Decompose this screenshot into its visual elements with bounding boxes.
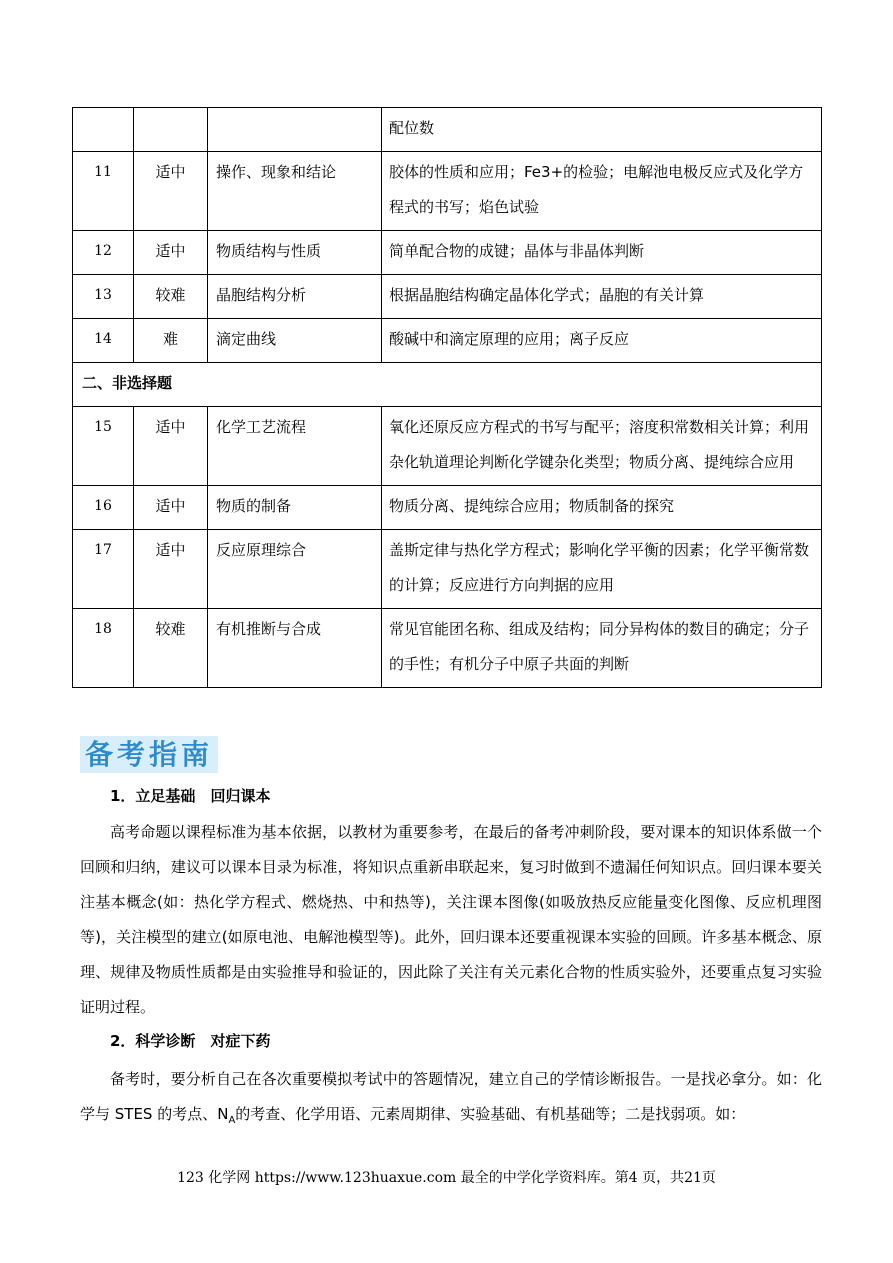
- question-type-cell: 晶胞结构分析: [208, 275, 382, 319]
- question-type-cell: 有机推断与合成: [208, 609, 382, 688]
- table-row: [73, 530, 822, 609]
- table-body: [73, 108, 822, 688]
- knowledge-points-cell: 简单配合物的成键；晶体与非晶体判断: [382, 231, 822, 275]
- difficulty-cell: 适中: [134, 486, 208, 530]
- knowledge-points-cell: 胶体的性质和应用；Fe3+的检验；电解池电极反应式及化学方程式的书写；焰色试验: [382, 152, 822, 231]
- question-type-cell: 操作、现象和结论: [208, 152, 382, 231]
- section-label: 二、非选择题: [73, 363, 822, 407]
- question-number: 15: [73, 407, 134, 486]
- difficulty-cell: 较难: [134, 275, 208, 319]
- difficulty-cell: 适中: [134, 407, 208, 486]
- difficulty-cell: 难: [134, 319, 208, 363]
- table-row: [73, 609, 822, 688]
- knowledge-points-cell: 氧化还原反应方程式的书写与配平；溶度积常数相关计算；利用杂化轨道理论判断化学键杂化类型；物质分离、提纯综合应用: [382, 407, 822, 486]
- table-row: [73, 152, 822, 231]
- table-row: [73, 486, 822, 530]
- table-row: [73, 275, 822, 319]
- guide-banner: 备考指南: [80, 736, 218, 773]
- difficulty-cell: [134, 108, 208, 152]
- difficulty-cell: 适中: [134, 152, 208, 231]
- question-number: 18: [73, 609, 134, 688]
- section2-title: 2．科学诊断 对症下药: [110, 1032, 271, 1050]
- question-number: 11: [73, 152, 134, 231]
- question-number: 13: [73, 275, 134, 319]
- question-type-cell: 物质结构与性质: [208, 231, 382, 275]
- section2-text-a: 备考时，要分析自己在各次重要模拟考试中的答题情况，建立自己的学情诊断报告。一是找必拿分。如：化学与 STES 的考点、N: [80, 1070, 822, 1123]
- difficulty-cell: 适中: [134, 231, 208, 275]
- section1-paragraph: 高考命题以课程标准为基本依据，以教材为重要参考，在最后的备考冲刺阶段，要对课本的知识体系做一个回顾和归纳，建议可以课本目录为标准，将知识点重新串联起来，复习时做到不遗漏任何知识点。回归课本要关注基本概念(如：热化学方程式、燃烧热、中和热等)，关注课本图像(如吸放热反应能量变化图像、反应机理图等)，关注模型的建立(如原电池、电解池模型等)。此外，回归课本还要重视课本实验的回顾。许多基本概念、原理、规律及物质性质都是由实验推导和验证的，因此除了关注有关元素化合物的性质实验外，还要重点复习实验证明过程。: [80, 823, 822, 1016]
- difficulty-cell: 较难: [134, 609, 208, 688]
- knowledge-points-cell: 常见官能团名称、组成及结构；同分异构体的数目的确定；分子的手性；有机分子中原子共面的判断: [382, 609, 822, 688]
- question-number: 16: [73, 486, 134, 530]
- question-number: [73, 108, 134, 152]
- page-footer: 123 化学网 https://www.123huaxue.com 最全的中学化学资料库。第4 页，共21页: [177, 1170, 716, 1186]
- table-row: [73, 407, 822, 486]
- exam-analysis-table: [72, 107, 822, 688]
- question-type-cell: [208, 108, 382, 152]
- knowledge-points-cell: 配位数: [382, 108, 822, 152]
- section2-subscript: A: [228, 1115, 236, 1126]
- knowledge-points-cell: 根据晶胞结构确定晶体化学式；晶胞的有关计算: [382, 275, 822, 319]
- knowledge-points-cell: 酸碱中和滴定原理的应用；离子反应: [382, 319, 822, 363]
- knowledge-points-cell: 物质分离、提纯综合应用；物质制备的探究: [382, 486, 822, 530]
- table-row: [73, 108, 822, 152]
- question-type-cell: 物质的制备: [208, 486, 382, 530]
- section-row: [73, 363, 822, 407]
- section2-text-b: 的考查、化学用语、元素周期律、实验基础、有机基础等；二是找弱项。如：: [235, 1105, 746, 1123]
- table-row: [73, 231, 822, 275]
- question-type-cell: 滴定曲线: [208, 319, 382, 363]
- question-type-cell: 反应原理综合: [208, 530, 382, 609]
- question-number: 12: [73, 231, 134, 275]
- difficulty-cell: 适中: [134, 530, 208, 609]
- knowledge-points-cell: 盖斯定律与热化学方程式；影响化学平衡的因素；化学平衡常数的计算；反应进行方向判据的应用: [382, 530, 822, 609]
- question-type-cell: 化学工艺流程: [208, 407, 382, 486]
- section1-title: 1．立足基础 回归课本: [110, 787, 271, 805]
- question-number: 17: [73, 530, 134, 609]
- table-row: [73, 319, 822, 363]
- question-number: 14: [73, 319, 134, 363]
- section2-paragraph: [80, 1062, 822, 1138]
